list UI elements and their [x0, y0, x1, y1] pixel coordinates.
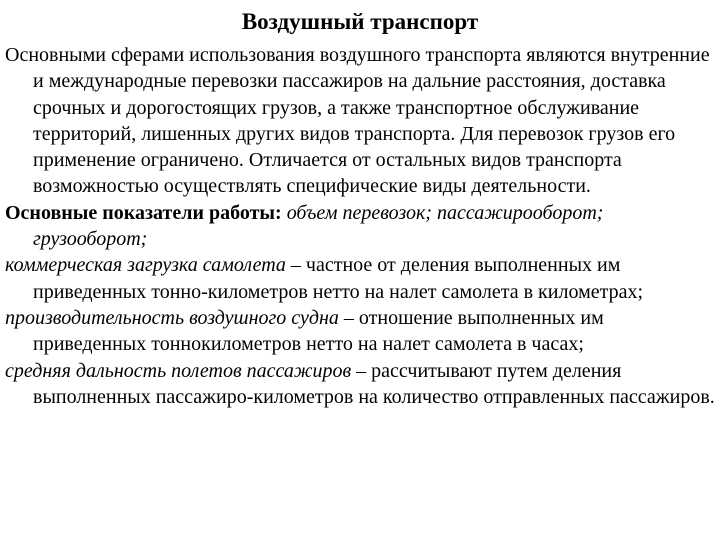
slide-body [5, 42, 717, 410]
aircraft-productivity-term: производительность воздушного судна [5, 306, 339, 329]
paragraph-commercial-load [5, 252, 717, 305]
indicators-list: объем перевозок; пассажирооборот; грузооборот; [33, 201, 604, 251]
paragraph-intro-text: Основными сферами использования воздушного транспорта являются внутренние и международные перевозки пассажиров на дальние расстояния, доставка срочных и дорогостоящих грузов, а также транспортное обслуживание территорий, лишенных других видов транспорта. Для перевозок грузов его применение ограничено. Отличается от остальных видов транспорта возможностью осуществлять специфические виды деятельности. [5, 44, 710, 198]
indicators-label: Основные показатели работы: [5, 201, 282, 224]
slide-title: Воздушный транспорт [241, 9, 479, 34]
paragraph-intro [5, 42, 717, 200]
commercial-load-definition: – частное от деления выполненных им приведенных тонно-километров нетто на налет самолета в километрах; [33, 254, 644, 303]
commercial-load-term: коммерческая загрузка самолета [5, 254, 286, 277]
average-distance-term: средняя дальность полетов пассажиров [5, 359, 352, 382]
average-distance-definition: – рассчитывают путем деления выполненных пассажиро-километров на количество отправленных пассажиров. [33, 359, 715, 408]
paragraph-average-distance [5, 358, 717, 411]
aircraft-productivity-definition: – отношение выполненных им приведенных тоннокилометров нетто на налет самолета в часах; [33, 306, 604, 356]
paragraph-indicators [5, 200, 717, 253]
paragraph-aircraft-productivity [5, 305, 717, 358]
